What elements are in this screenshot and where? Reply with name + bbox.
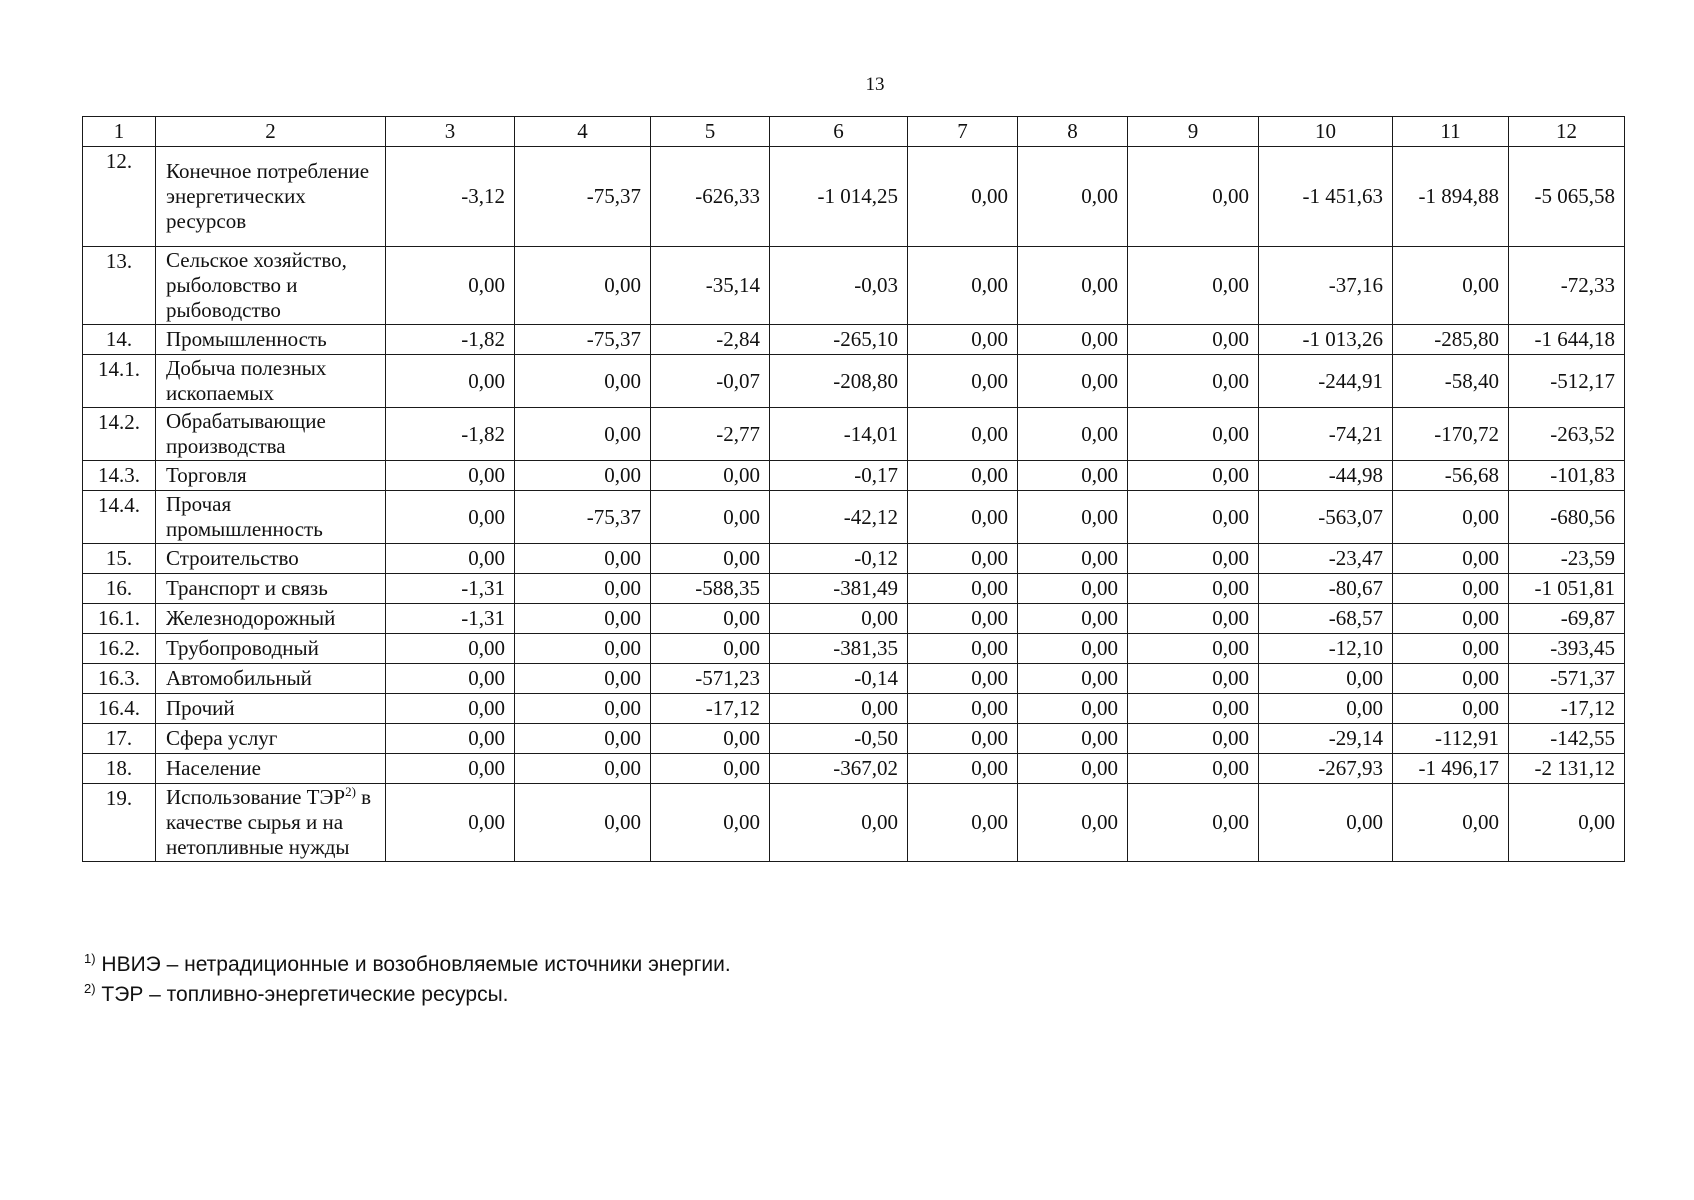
value-cell-col-4: 0,00 — [515, 634, 651, 664]
value-cell-col-3: 0,00 — [386, 544, 515, 574]
value-cell-col-12: -69,87 — [1509, 604, 1625, 634]
column-header-5: 5 — [651, 117, 770, 147]
table-body — [83, 147, 1625, 862]
row-name-text: Автомобильный — [166, 666, 312, 690]
row-number: 17. — [83, 724, 156, 754]
value-cell-col-10: -80,67 — [1259, 574, 1393, 604]
value-cell-col-8: 0,00 — [1018, 694, 1128, 724]
value-cell-col-11: 0,00 — [1393, 634, 1509, 664]
value-cell-col-4: 0,00 — [515, 754, 651, 784]
value-cell-col-12: 0,00 — [1509, 784, 1625, 862]
value-cell-col-7: 0,00 — [908, 784, 1018, 862]
value-cell-col-10: 0,00 — [1259, 784, 1393, 862]
table-row — [83, 544, 1625, 574]
value-cell-col-10: -244,91 — [1259, 355, 1393, 408]
column-header-11: 11 — [1393, 117, 1509, 147]
value-cell-col-9: 0,00 — [1128, 247, 1259, 325]
value-cell-col-12: -512,17 — [1509, 355, 1625, 408]
value-cell-col-12: -1 051,81 — [1509, 574, 1625, 604]
value-cell-col-3: 0,00 — [386, 754, 515, 784]
value-cell-col-5: 0,00 — [651, 461, 770, 491]
row-number: 18. — [83, 754, 156, 784]
value-cell-col-8: 0,00 — [1018, 325, 1128, 355]
row-name — [156, 634, 386, 664]
value-cell-col-7: 0,00 — [908, 147, 1018, 247]
row-number: 16.2. — [83, 634, 156, 664]
value-cell-col-9: 0,00 — [1128, 724, 1259, 754]
value-cell-col-3: 0,00 — [386, 784, 515, 862]
value-cell-col-3: 0,00 — [386, 247, 515, 325]
column-number-header-row — [83, 117, 1625, 147]
row-name-text: Строительство — [166, 546, 299, 570]
value-cell-col-8: 0,00 — [1018, 634, 1128, 664]
value-cell-col-12: -17,12 — [1509, 694, 1625, 724]
value-cell-col-6: 0,00 — [770, 784, 908, 862]
value-cell-col-5: -588,35 — [651, 574, 770, 604]
row-number: 19. — [83, 784, 156, 862]
value-cell-col-11: 0,00 — [1393, 784, 1509, 862]
table-row — [83, 634, 1625, 664]
value-cell-col-8: 0,00 — [1018, 408, 1128, 461]
value-cell-col-9: 0,00 — [1128, 664, 1259, 694]
row-name — [156, 604, 386, 634]
row-name — [156, 461, 386, 491]
row-name-text: Прочая промышленность — [166, 492, 323, 541]
value-cell-col-5: -17,12 — [651, 694, 770, 724]
value-cell-col-11: 0,00 — [1393, 694, 1509, 724]
value-cell-col-6: -0,50 — [770, 724, 908, 754]
value-cell-col-4: 0,00 — [515, 574, 651, 604]
value-cell-col-11: 0,00 — [1393, 604, 1509, 634]
column-header-8: 8 — [1018, 117, 1128, 147]
value-cell-col-12: -101,83 — [1509, 461, 1625, 491]
row-name-text: Добыча полезных ископаемых — [166, 356, 327, 405]
value-cell-col-4: 0,00 — [515, 408, 651, 461]
value-cell-col-10: -23,47 — [1259, 544, 1393, 574]
table-row — [83, 325, 1625, 355]
row-name — [156, 408, 386, 461]
footnote-2-text: ТЭР – топливно-энергетические ресурсы. — [95, 983, 509, 1006]
row-name-text: Промышленность — [166, 327, 327, 351]
value-cell-col-10: -563,07 — [1259, 491, 1393, 544]
row-number: 14.4. — [83, 491, 156, 544]
value-cell-col-4: 0,00 — [515, 784, 651, 862]
value-cell-col-8: 0,00 — [1018, 574, 1128, 604]
column-header-4: 4 — [515, 117, 651, 147]
value-cell-col-8: 0,00 — [1018, 355, 1128, 408]
row-number: 12. — [83, 147, 156, 247]
value-cell-col-12: -393,45 — [1509, 634, 1625, 664]
value-cell-col-6: -0,03 — [770, 247, 908, 325]
table-row — [83, 461, 1625, 491]
value-cell-col-11: 0,00 — [1393, 664, 1509, 694]
value-cell-col-6: -0,14 — [770, 664, 908, 694]
value-cell-col-11: 0,00 — [1393, 247, 1509, 325]
value-cell-col-7: 0,00 — [908, 574, 1018, 604]
value-cell-col-11: 0,00 — [1393, 491, 1509, 544]
footnote-reference: 2) — [345, 784, 356, 799]
value-cell-col-7: 0,00 — [908, 664, 1018, 694]
row-name — [156, 724, 386, 754]
value-cell-col-10: 0,00 — [1259, 694, 1393, 724]
value-cell-col-12: -5 065,58 — [1509, 147, 1625, 247]
column-header-3: 3 — [386, 117, 515, 147]
value-cell-col-8: 0,00 — [1018, 724, 1128, 754]
value-cell-col-6: -42,12 — [770, 491, 908, 544]
value-cell-col-10: -267,93 — [1259, 754, 1393, 784]
value-cell-col-6: 0,00 — [770, 694, 908, 724]
row-name-text: Железнодорожный — [166, 606, 336, 630]
value-cell-col-3: 0,00 — [386, 355, 515, 408]
value-cell-col-3: 0,00 — [386, 664, 515, 694]
value-cell-col-7: 0,00 — [908, 754, 1018, 784]
value-cell-col-7: 0,00 — [908, 247, 1018, 325]
value-cell-col-3: 0,00 — [386, 461, 515, 491]
footnote-2-mark: 2) — [84, 981, 96, 996]
value-cell-col-10: -12,10 — [1259, 634, 1393, 664]
row-name — [156, 325, 386, 355]
row-name-text: Сельское хозяйство, рыболовство и рыбоводство — [166, 248, 347, 322]
value-cell-col-11: -56,68 — [1393, 461, 1509, 491]
table-row — [83, 694, 1625, 724]
value-cell-col-12: -263,52 — [1509, 408, 1625, 461]
table-row — [83, 784, 1625, 862]
value-cell-col-12: -72,33 — [1509, 247, 1625, 325]
table-row — [83, 408, 1625, 461]
energy-balance-table — [82, 116, 1625, 862]
column-header-7: 7 — [908, 117, 1018, 147]
footnote-2 — [84, 980, 731, 1010]
value-cell-col-8: 0,00 — [1018, 604, 1128, 634]
value-cell-col-4: -75,37 — [515, 325, 651, 355]
value-cell-col-12: -680,56 — [1509, 491, 1625, 544]
value-cell-col-10: -29,14 — [1259, 724, 1393, 754]
row-name-text: Население — [166, 756, 261, 780]
row-name-text: Торговля — [166, 463, 247, 487]
row-name-text: Транспорт и связь — [166, 576, 328, 600]
value-cell-col-3: 0,00 — [386, 724, 515, 754]
value-cell-col-10: -37,16 — [1259, 247, 1393, 325]
value-cell-col-10: -68,57 — [1259, 604, 1393, 634]
value-cell-col-5: -2,77 — [651, 408, 770, 461]
value-cell-col-10: -74,21 — [1259, 408, 1393, 461]
value-cell-col-6: -367,02 — [770, 754, 908, 784]
value-cell-col-9: 0,00 — [1128, 634, 1259, 664]
value-cell-col-5: 0,00 — [651, 754, 770, 784]
value-cell-col-4: 0,00 — [515, 724, 651, 754]
footnotes — [84, 950, 731, 1010]
row-name-text: Конечное потребление энергетических ресурсов — [166, 159, 370, 233]
value-cell-col-4: 0,00 — [515, 604, 651, 634]
value-cell-col-11: -1 496,17 — [1393, 754, 1509, 784]
row-name-continuation: в качестве сырья и на нетопливные нужды — [166, 785, 372, 859]
value-cell-col-9: 0,00 — [1128, 604, 1259, 634]
value-cell-col-6: -381,49 — [770, 574, 908, 604]
value-cell-col-7: 0,00 — [908, 408, 1018, 461]
value-cell-col-6: -0,17 — [770, 461, 908, 491]
column-header-6: 6 — [770, 117, 908, 147]
row-number: 14.1. — [83, 355, 156, 408]
value-cell-col-8: 0,00 — [1018, 664, 1128, 694]
value-cell-col-12: -142,55 — [1509, 724, 1625, 754]
value-cell-col-8: 0,00 — [1018, 247, 1128, 325]
value-cell-col-3: -1,82 — [386, 325, 515, 355]
value-cell-col-3: 0,00 — [386, 491, 515, 544]
value-cell-col-4: -75,37 — [515, 147, 651, 247]
value-cell-col-7: 0,00 — [908, 325, 1018, 355]
table-row — [83, 355, 1625, 408]
value-cell-col-9: 0,00 — [1128, 325, 1259, 355]
table-row — [83, 754, 1625, 784]
value-cell-col-9: 0,00 — [1128, 491, 1259, 544]
value-cell-col-4: 0,00 — [515, 664, 651, 694]
value-cell-col-8: 0,00 — [1018, 784, 1128, 862]
column-header-2: 2 — [156, 117, 386, 147]
value-cell-col-6: -381,35 — [770, 634, 908, 664]
row-name — [156, 544, 386, 574]
value-cell-col-10: -44,98 — [1259, 461, 1393, 491]
value-cell-col-9: 0,00 — [1128, 408, 1259, 461]
value-cell-col-3: -1,82 — [386, 408, 515, 461]
column-header-12: 12 — [1509, 117, 1625, 147]
row-number: 15. — [83, 544, 156, 574]
row-name — [156, 784, 386, 862]
value-cell-col-9: 0,00 — [1128, 147, 1259, 247]
footnote-1-mark: 1) — [84, 951, 96, 966]
value-cell-col-8: 0,00 — [1018, 491, 1128, 544]
value-cell-col-3: -1,31 — [386, 574, 515, 604]
value-cell-col-6: -265,10 — [770, 325, 908, 355]
value-cell-col-12: -1 644,18 — [1509, 325, 1625, 355]
value-cell-col-9: 0,00 — [1128, 574, 1259, 604]
row-name-text: Прочий — [166, 696, 235, 720]
value-cell-col-5: -2,84 — [651, 325, 770, 355]
value-cell-col-3: 0,00 — [386, 634, 515, 664]
row-number: 13. — [83, 247, 156, 325]
value-cell-col-3: 0,00 — [386, 694, 515, 724]
value-cell-col-5: 0,00 — [651, 544, 770, 574]
value-cell-col-6: -208,80 — [770, 355, 908, 408]
value-cell-col-9: 0,00 — [1128, 355, 1259, 408]
value-cell-col-4: 0,00 — [515, 247, 651, 325]
value-cell-col-9: 0,00 — [1128, 544, 1259, 574]
value-cell-col-7: 0,00 — [908, 634, 1018, 664]
value-cell-col-10: -1 013,26 — [1259, 325, 1393, 355]
value-cell-col-8: 0,00 — [1018, 754, 1128, 784]
page-number: 13 — [865, 74, 885, 95]
value-cell-col-12: -571,37 — [1509, 664, 1625, 694]
table-row — [83, 147, 1625, 247]
value-cell-col-10: -1 451,63 — [1259, 147, 1393, 247]
value-cell-col-8: 0,00 — [1018, 461, 1128, 491]
row-name — [156, 664, 386, 694]
value-cell-col-4: 0,00 — [515, 461, 651, 491]
row-name — [156, 491, 386, 544]
value-cell-col-11: 0,00 — [1393, 544, 1509, 574]
row-number: 16. — [83, 574, 156, 604]
value-cell-col-3: -1,31 — [386, 604, 515, 634]
value-cell-col-8: 0,00 — [1018, 544, 1128, 574]
value-cell-col-9: 0,00 — [1128, 461, 1259, 491]
row-number: 16.4. — [83, 694, 156, 724]
table-row — [83, 604, 1625, 634]
column-header-9: 9 — [1128, 117, 1259, 147]
value-cell-col-7: 0,00 — [908, 604, 1018, 634]
value-cell-col-11: -1 894,88 — [1393, 147, 1509, 247]
row-name — [156, 574, 386, 604]
row-name-text: Трубопроводный — [166, 636, 319, 660]
value-cell-col-11: -285,80 — [1393, 325, 1509, 355]
row-number: 14.2. — [83, 408, 156, 461]
value-cell-col-12: -2 131,12 — [1509, 754, 1625, 784]
column-header-10: 10 — [1259, 117, 1393, 147]
value-cell-col-10: 0,00 — [1259, 664, 1393, 694]
value-cell-col-11: -170,72 — [1393, 408, 1509, 461]
value-cell-col-5: -571,23 — [651, 664, 770, 694]
row-name-text: Обрабатывающие производства — [166, 409, 326, 458]
value-cell-col-11: -58,40 — [1393, 355, 1509, 408]
table-row — [83, 247, 1625, 325]
value-cell-col-9: 0,00 — [1128, 694, 1259, 724]
row-name — [156, 355, 386, 408]
value-cell-col-12: -23,59 — [1509, 544, 1625, 574]
table-row — [83, 491, 1625, 544]
value-cell-col-8: 0,00 — [1018, 147, 1128, 247]
value-cell-col-5: -35,14 — [651, 247, 770, 325]
row-name — [156, 247, 386, 325]
value-cell-col-7: 0,00 — [908, 544, 1018, 574]
row-number: 14. — [83, 325, 156, 355]
value-cell-col-9: 0,00 — [1128, 754, 1259, 784]
value-cell-col-7: 0,00 — [908, 491, 1018, 544]
row-number: 16.3. — [83, 664, 156, 694]
value-cell-col-5: 0,00 — [651, 724, 770, 754]
value-cell-col-5: -0,07 — [651, 355, 770, 408]
value-cell-col-11: 0,00 — [1393, 574, 1509, 604]
value-cell-col-3: -3,12 — [386, 147, 515, 247]
value-cell-col-4: 0,00 — [515, 355, 651, 408]
value-cell-col-7: 0,00 — [908, 724, 1018, 754]
value-cell-col-6: -0,12 — [770, 544, 908, 574]
value-cell-col-5: 0,00 — [651, 604, 770, 634]
value-cell-col-5: 0,00 — [651, 491, 770, 544]
row-name-text: Сфера услуг — [166, 726, 278, 750]
value-cell-col-6: -1 014,25 — [770, 147, 908, 247]
row-number: 16.1. — [83, 604, 156, 634]
value-cell-col-11: -112,91 — [1393, 724, 1509, 754]
value-cell-col-6: 0,00 — [770, 604, 908, 634]
column-header-1: 1 — [83, 117, 156, 147]
row-name — [156, 147, 386, 247]
row-name — [156, 694, 386, 724]
value-cell-col-4: 0,00 — [515, 544, 651, 574]
value-cell-col-5: 0,00 — [651, 634, 770, 664]
value-cell-col-5: 0,00 — [651, 784, 770, 862]
table-row — [83, 664, 1625, 694]
value-cell-col-4: -75,37 — [515, 491, 651, 544]
value-cell-col-7: 0,00 — [908, 694, 1018, 724]
value-cell-col-7: 0,00 — [908, 461, 1018, 491]
value-cell-col-5: -626,33 — [651, 147, 770, 247]
footnote-1 — [84, 950, 731, 980]
row-name — [156, 754, 386, 784]
value-cell-col-6: -14,01 — [770, 408, 908, 461]
row-number: 14.3. — [83, 461, 156, 491]
table-row — [83, 574, 1625, 604]
table-row — [83, 724, 1625, 754]
value-cell-col-7: 0,00 — [908, 355, 1018, 408]
footnote-1-text: НВИЭ – нетрадиционные и возобновляемые источники энергии. — [95, 953, 731, 976]
row-name-text: Использование ТЭР — [166, 785, 346, 809]
value-cell-col-9: 0,00 — [1128, 784, 1259, 862]
value-cell-col-4: 0,00 — [515, 694, 651, 724]
